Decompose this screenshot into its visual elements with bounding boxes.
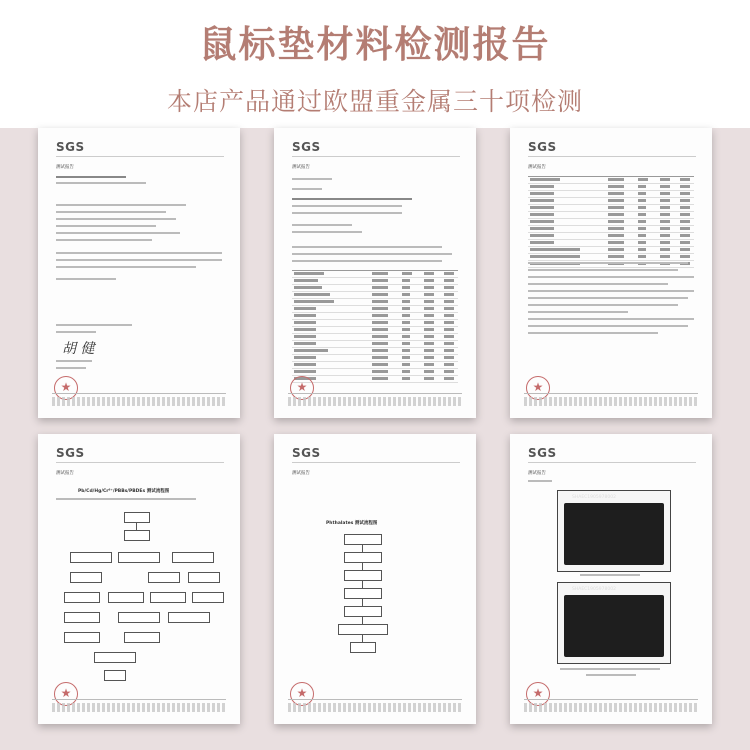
signature: 胡 健 xyxy=(62,341,95,357)
text-line xyxy=(292,188,322,190)
divider xyxy=(292,156,460,157)
flow-step xyxy=(104,670,126,681)
report-footer xyxy=(524,393,698,410)
flowchart-title: Pb/Cd/Hg/Cr⁶⁺/PBBs/PBDEs 测试流程图 xyxy=(78,489,170,494)
flow-step xyxy=(124,530,150,541)
sgs-logo: SGS xyxy=(528,140,557,154)
star-seal-icon: ★ xyxy=(290,682,314,706)
sample-photo-1 xyxy=(557,490,671,572)
flow-step xyxy=(344,606,382,617)
text-line xyxy=(56,225,156,227)
page-title: 鼠标垫材料检测报告 xyxy=(199,23,551,66)
report-heading: 测试报告 xyxy=(528,471,546,476)
text-line xyxy=(580,574,640,576)
flow-step xyxy=(350,642,376,653)
flow-arrow xyxy=(362,598,363,606)
text-line xyxy=(56,232,180,234)
text-line xyxy=(528,276,694,278)
divider xyxy=(56,156,224,157)
flow-step xyxy=(344,534,382,545)
flow-step xyxy=(70,552,112,563)
flow-step xyxy=(124,632,160,643)
flow-step xyxy=(64,592,100,603)
star-seal-icon: ★ xyxy=(526,682,550,706)
text-line xyxy=(586,674,636,676)
text-line xyxy=(528,283,668,285)
sgs-logo: SGS xyxy=(292,446,321,460)
star-seal-icon: ★ xyxy=(290,376,314,400)
flow-arrow xyxy=(362,616,363,624)
sgs-logo: SGS xyxy=(56,446,85,460)
flow-step xyxy=(344,588,382,599)
flow-step xyxy=(64,632,100,643)
text-line xyxy=(528,269,678,271)
star-seal-icon: ★ xyxy=(54,376,78,400)
flow-arrow xyxy=(362,562,363,570)
text-line xyxy=(560,668,660,670)
text-line xyxy=(56,218,176,220)
text-line xyxy=(56,331,96,333)
report-heading: 测试报告 xyxy=(56,165,74,170)
flow-step xyxy=(192,592,224,603)
flow-arrow xyxy=(136,522,137,530)
text-line xyxy=(56,239,152,241)
report-page-1[interactable] xyxy=(38,128,240,418)
sgs-logo: SGS xyxy=(292,140,321,154)
flow-step xyxy=(124,512,150,523)
text-line xyxy=(528,262,688,264)
text-line xyxy=(56,498,196,500)
flow-step xyxy=(118,612,160,623)
reports-grid xyxy=(0,128,750,750)
report-heading: 测试报告 xyxy=(292,165,310,170)
flow-step xyxy=(148,572,180,583)
report-page-5[interactable] xyxy=(274,434,476,724)
star-seal-icon: ★ xyxy=(526,376,550,400)
flow-arrow xyxy=(362,634,363,642)
text-line xyxy=(56,278,116,280)
divider xyxy=(528,156,696,157)
text-line xyxy=(292,212,402,214)
text-line xyxy=(292,205,402,207)
flow-step xyxy=(150,592,186,603)
flow-step xyxy=(108,592,144,603)
text-line xyxy=(56,182,146,184)
flow-step xyxy=(94,652,136,663)
text-line xyxy=(56,360,92,362)
flow-step xyxy=(344,552,382,563)
report-footer xyxy=(52,393,226,410)
text-line xyxy=(292,198,412,200)
page-subtitle: 本店产品通过欧盟重金属三十项检测 xyxy=(166,87,583,116)
report-page-2[interactable] xyxy=(274,128,476,418)
divider xyxy=(528,462,696,463)
text-line xyxy=(292,178,332,180)
text-line xyxy=(56,176,126,178)
flow-arrow xyxy=(362,544,363,552)
text-line xyxy=(528,332,658,334)
star-seal-icon: ★ xyxy=(54,682,78,706)
text-line xyxy=(292,224,352,226)
text-line xyxy=(528,318,694,320)
sgs-logo: SGS xyxy=(528,446,557,460)
report-page-4[interactable] xyxy=(38,434,240,724)
text-line xyxy=(292,253,452,255)
mousepad-image xyxy=(564,595,664,657)
flow-step xyxy=(64,612,100,623)
text-line xyxy=(56,211,166,213)
results-table xyxy=(528,176,694,268)
flow-step xyxy=(344,570,382,581)
text-line xyxy=(528,325,688,327)
flow-step xyxy=(168,612,210,623)
report-heading: 测试报告 xyxy=(528,165,546,170)
divider xyxy=(292,462,460,463)
flow-step xyxy=(118,552,160,563)
report-footer xyxy=(524,699,698,716)
text-line xyxy=(528,480,552,482)
text-line xyxy=(528,304,678,306)
text-line xyxy=(56,367,86,369)
report-footer xyxy=(288,393,462,410)
report-page-6[interactable] xyxy=(510,434,712,724)
text-line xyxy=(56,252,222,254)
flow-step xyxy=(172,552,214,563)
report-footer xyxy=(288,699,462,716)
photo-label: SHAEC1905978002 xyxy=(572,587,616,592)
report-footer xyxy=(52,699,226,716)
text-line xyxy=(56,204,186,206)
photo-label: SHAEC1905978002 xyxy=(572,495,616,500)
text-line xyxy=(56,324,132,326)
flow-step xyxy=(338,624,388,635)
divider xyxy=(56,462,224,463)
flow-step xyxy=(188,572,220,583)
text-line xyxy=(528,311,628,313)
flow-step xyxy=(70,572,102,583)
sample-photo-2 xyxy=(557,582,671,664)
mousepad-image xyxy=(564,503,664,565)
text-line xyxy=(292,231,362,233)
text-line xyxy=(528,290,694,292)
text-line xyxy=(292,246,442,248)
sgs-logo: SGS xyxy=(56,140,85,154)
text-line xyxy=(528,297,688,299)
report-heading: 测试报告 xyxy=(56,471,74,476)
text-line xyxy=(292,260,442,262)
flow-arrow xyxy=(362,580,363,588)
report-page-3[interactable] xyxy=(510,128,712,418)
text-line xyxy=(56,266,196,268)
results-table xyxy=(292,270,458,383)
text-line xyxy=(56,259,222,261)
report-heading: 测试报告 xyxy=(292,471,310,476)
flowchart-title: Phthalates 测试流程图 xyxy=(326,521,378,526)
